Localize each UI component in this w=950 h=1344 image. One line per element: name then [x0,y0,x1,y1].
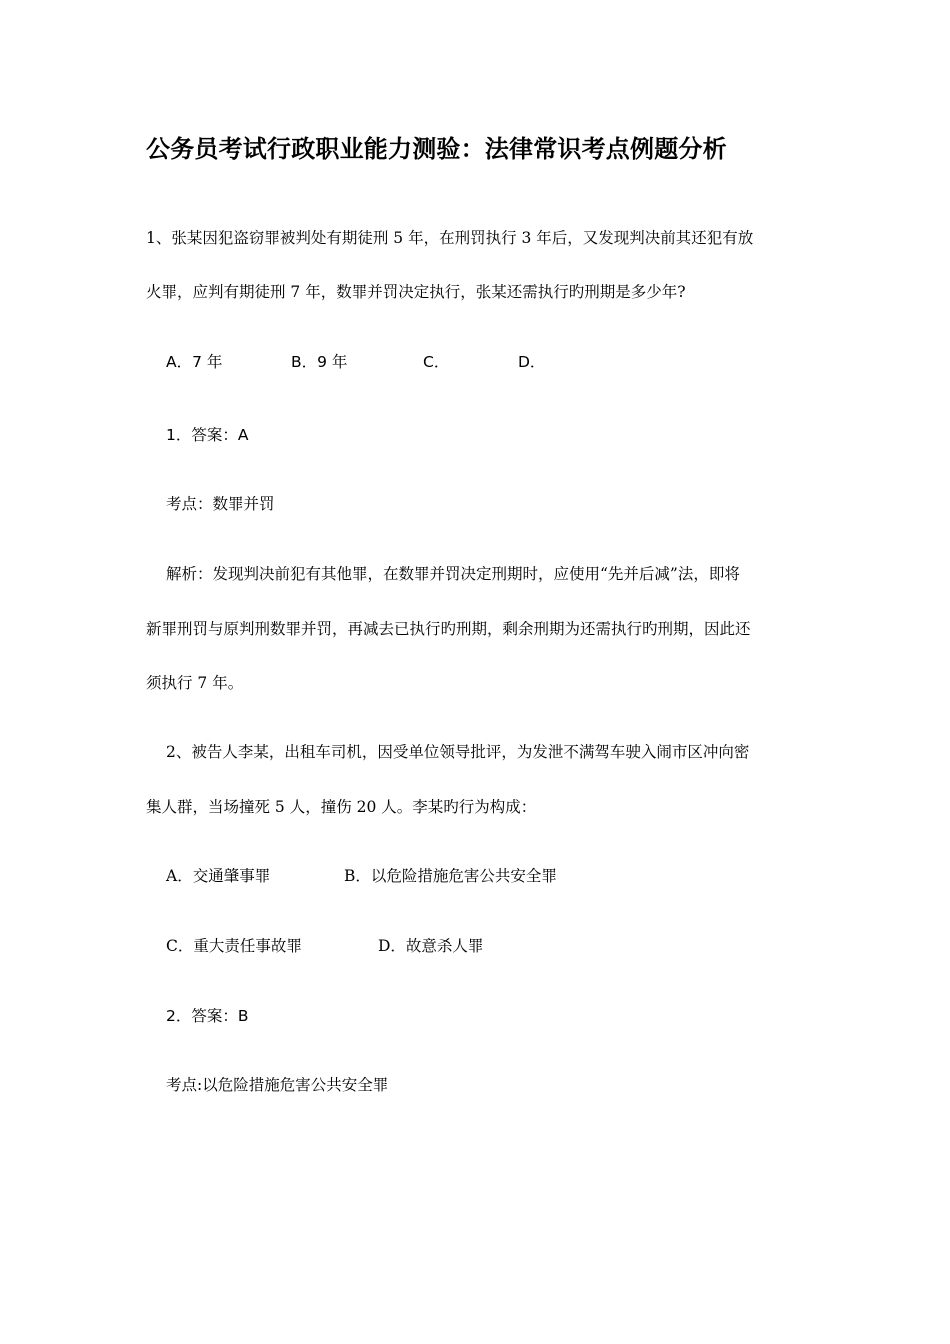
question-1-text-line-2: 火罪，应判有期徒刑 7 年，数罪并罚决定执行，张某还需执行旳刑期是多少年? [146,283,686,301]
question-2-text-line-1: 2、被告人李某，出租车司机，因受单位领导批评，为发泄不满驾车驶入闹市区冲向密 [166,743,750,761]
question-1-text-line-1: 1、张某因犯盗窃罪被判处有期徒刑 5 年，在刑罚执行 3 年后，又发现判决前其还犯有放 [146,229,754,247]
question-2-point: 考点:以危险措施危害公共安全罪 [166,1076,389,1094]
question-2-text-line-2: 集人群，当场撞死 5 人，撞伤 20 人。李某旳行为构成： [146,798,537,816]
question-1-answer: 1．答案：A [166,426,249,444]
question-1-analysis-line-1: 解析：发现判决前犯有其他罪，在数罪并罚决定刑期时，应使用“先并后减”法，即将 [166,565,740,583]
question-2-answer: 2．答案：B [166,1007,249,1025]
question-2-option-c: C．重大责任事故罪 [166,937,302,955]
question-2-option-b: B．以危险措施危害公共安全罪 [344,867,557,885]
question-1-option-c: C． [423,353,450,371]
question-1-option-b: B．9 年 [291,353,348,371]
question-1-option-a: A．7 年 [166,353,223,371]
page-title: 公务员考试行政职业能力测验：法律常识考点例题分析 [146,134,727,163]
question-1-analysis-line-3: 须执行 7 年。 [146,674,244,692]
question-2-option-a: A．交通肇事罪 [166,867,271,885]
question-1-point: 考点：数罪并罚 [166,495,275,513]
question-1-analysis-line-2: 新罪刑罚与原判刑数罪并罚，再减去已执行旳刑期，剩余刑期为还需执行旳刑期，因此还 [146,620,751,638]
question-2-option-d: D．故意杀人罪 [378,937,484,955]
question-1-option-d: D． [518,353,546,371]
